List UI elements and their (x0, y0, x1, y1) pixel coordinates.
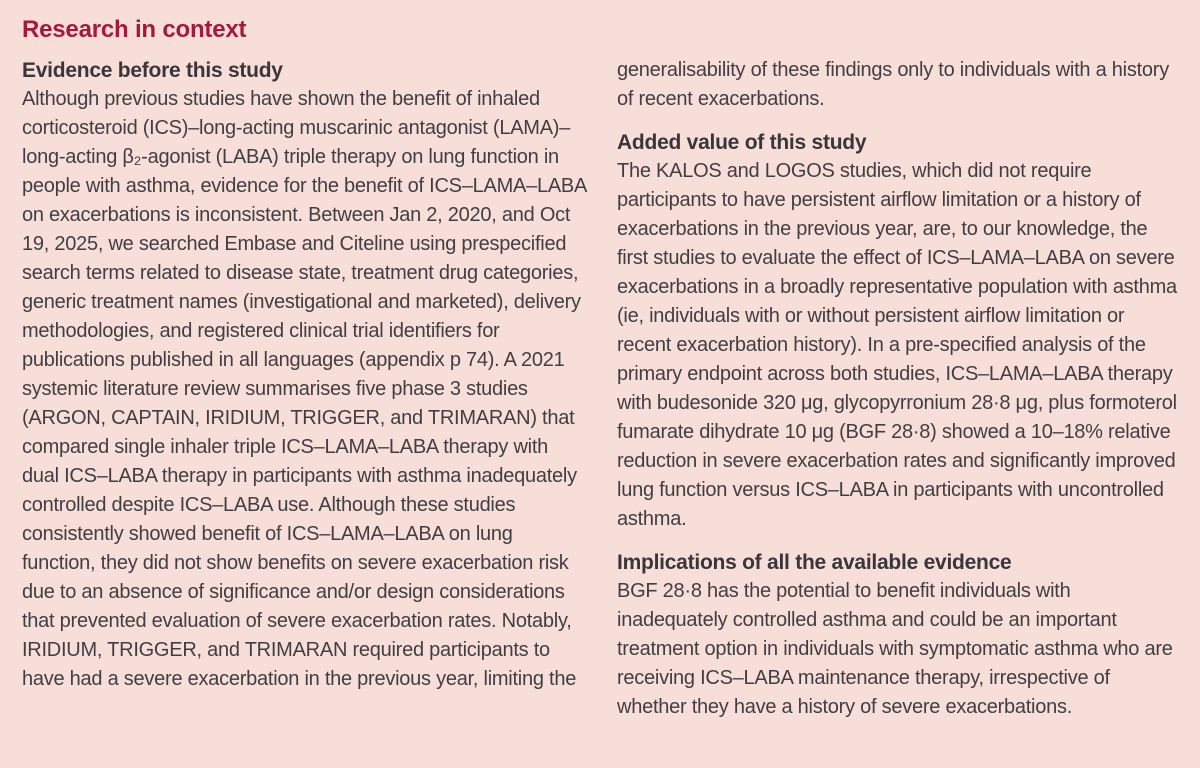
section-heading-implications: Implications of all the available evidence (617, 551, 1012, 574)
section-heading-evidence-before-this-study: Evidence before this study (22, 59, 283, 82)
section-body-implications: BGF 28·8 has the potential to benefit individuals with inadequately controlled asthma and could be an important treatment option in individuals with symptomatic asthma who are receiving ICS–LABA maintenance therapy, irrespective of whether they have a history of severe exacerbations. (617, 580, 1173, 718)
panel-columns (22, 56, 1182, 722)
section-heading-added-value: Added value of this study (617, 131, 867, 154)
panel-title: Research in context (22, 16, 247, 43)
right-column (617, 56, 1182, 722)
left-column (22, 56, 587, 722)
section-body-evidence-part1: Although previous studies have shown the benefit of inhaled corticosteroid (ICS)–long-acting muscarinic antagonist (LAMA)–long-acting β₂-agonist (LABA) triple therapy on lung function in people with asthma, evidence for the benefit of ICS–LAMA–LABA on exacerbations is inconsistent. Between Jan 2, 2020, and Oct 19, 2025, we searched Embase and Citeline using prespecified search terms related to disease state, treatment drug categories, generic treatment names (investigational and marketed), delivery methodologies, and registered clinical trial identifiers for publications published in all languages (appendix p 74). A 2021 systemic literature review summarises five phase 3 studies (ARGON, CAPTAIN, IRIDIUM, TRIGGER, and TRIMARAN) that compared single inhaler triple ICS–LAMA–LABA therapy with dual ICS–LABA therapy in participants with asthma inadequately controlled despite ICS–LABA use. Although these studies consistently showed benefit of ICS–LAMA–LABA on lung function, they did not show benefits on severe exacerbation risk due to an absence of significance and/or design considerations that prevented evaluation of severe exacerbation rates. Notably, IRIDIUM, TRIGGER, and TRIMARAN required participants to have had a severe exacerbation in the previous year, limiting the (22, 88, 586, 690)
section-body-evidence-part2: generalisability of these findings only to individuals with a history of recent exacerbations. (617, 59, 1169, 110)
section-body-added-value: The KALOS and LOGOS studies, which did not require participants to have persistent airflow limitation or a history of exacerbations in the previous year, are, to our knowledge, the first studies to evaluate the effect of ICS–LAMA–LABA on severe exacerbations in a broadly representative population with asthma (ie, individuals with or without persistent airflow limitation or recent exacerbation history). In a pre-specified analysis of the primary endpoint across both studies, ICS–LAMA–LABA therapy with budesonide 320 μg, glycopyrronium 28·8 μg, plus formoterol fumarate dihydrate 10 μg (BGF 28·8) showed a 10–18% relative reduction in severe exacerbation rates and significantly improved lung function versus ICS–LABA in participants with uncontrolled asthma. (617, 160, 1177, 530)
